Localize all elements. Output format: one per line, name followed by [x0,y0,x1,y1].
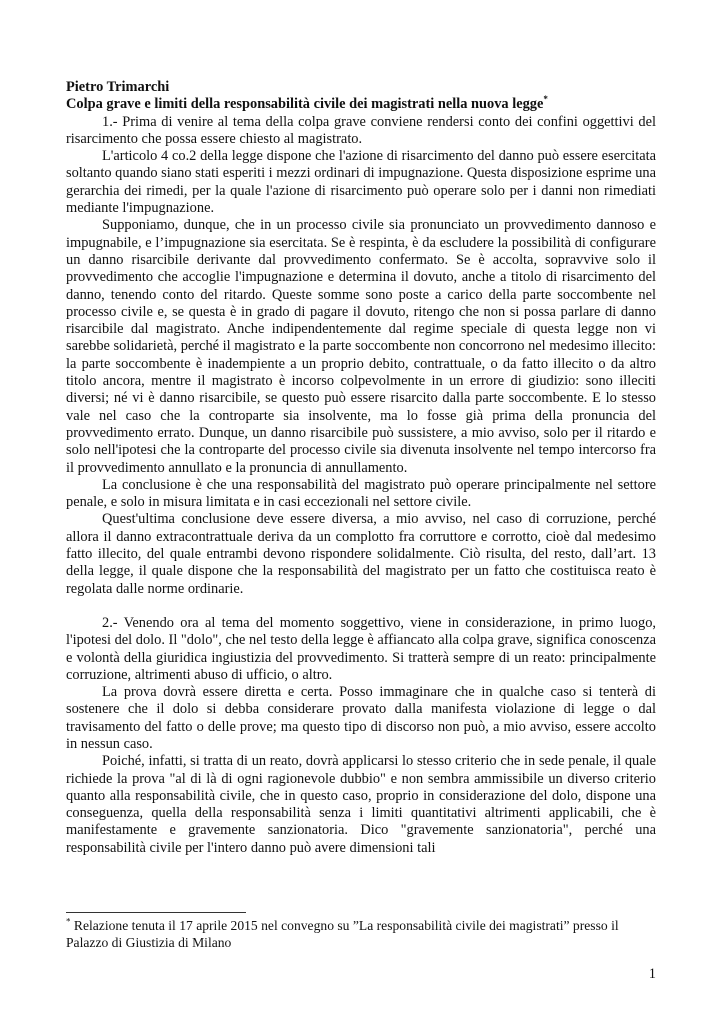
document-body [66,79,656,857]
paragraph-8: Poiché, infatti, si tratta di un reato, dovrà applicarsi lo stesso criterio che in sede penale, il quale richiede la prova "al di là di ogni ragionevole dubbio" e non sembra ammissibile un diverso criterio quanto alla responsabilità civile, che in questo caso, proprio in considerazione del dolo, dispone una conseguenza, quella della responsabilità senza i limiti quantitativi altrimenti applicabili, che è manifestamente e gravemente sanzionatoria. Dico "gravemente sanzionatoria", perché una responsabilità civile per l'intero danno può avere dimensioni tali [66,753,656,856]
author-name: Pietro Trimarchi [66,79,170,95]
document-title-text: Colpa grave e limiti della responsabilità civile dei magistrati nella nuova legge [66,96,544,113]
paragraph-6: 2.- Venendo ora al tema del momento soggettivo, viene in considerazione, in primo luogo, l'ipotesi del dolo. Il "dolo", che nel testo della legge è affiancato alla colpa grave, significa conoscenza e volontà della giuridica ingiustizia del provvedimento. Si tratterà sempre di un reato: principalmente corruzione, altrimenti abuso di ufficio, o altro. [66,614,656,683]
page-number: 1 [648,966,656,982]
footnote-separator [66,912,246,913]
paragraph-2: L'articolo 4 co.2 della legge dispone che l'azione di risarcimento del danno può essere esercitata soltanto quando siano stati esperiti i mezzi ordinari di impugnazione. Questa disposizione esprime una gerarchia dei rimedi, per la quale l'azione di risarcimento può operare solo per i danni non rimediati mediante l'impugnazione. [66,148,656,217]
footnote-mark: * [66,916,71,927]
paragraph-1: 1.- Prima di venire al tema della colpa grave conviene rendersi conto dei confini oggettivi del risarcimento che possa essere chiesto al magistrato. [66,113,656,147]
footnote-text: Relazione tenuta il 17 aprile 2015 nel convegno su ”La responsabilità civile dei magistrati” presso il Palazzo di Giustizia di Milano [66,918,619,950]
paragraph-4: La conclusione è che una responsabilità del magistrato può operare principalmente nel settore penale, e solo in misura limitata e in casi eccezionali nel settore civile. [66,476,656,511]
section-spacer [66,598,656,615]
document-title [66,96,656,113]
paragraph-3: Supponiamo, dunque, che in un processo civile sia pronunciato un provvedimento dannoso e impugnabile, e l’impugnazione sia esercitata. Se è respinta, è da escludere la possibilità di configurare un danno risarcibile derivante dal provvedimento confermato. Se è accolta, sopravvive solo il provvedimento che accoglie l'impugnazione e determina il dovuto, anche a titolo di risarcimento del danno, tenendo conto del ritardo. Queste somme sono poste a carico della parte soccombente nel processo civile e, se questa è in grado di pagare il dovuto, ritengo che non si possa parlare di danno risarcibile dal magistrato. Anche indipendentemente dal regime speciale di questa legge non vi sarebbe solidarietà, perché il magistrato e la parte soccombente non concorrono nel medesimo illecito: la parte soccombente è inadempiente a un proprio debito, contrattuale, o da fatto illecito o da altro titolo ancora, mentre il magistrato è incorso colpevolmente in un errore di giudizio: sono illeciti diversi; né vi è danno risarcibile, se questo può essere risarcito dalla parte soccombente. E lo stesso vale nel caso che la controparte sia insolvente, ma lo fosse già prima della pronuncia del provvedimento errato. Dunque, un danno risarcibile può sussistere, a mio avviso, solo per il ritardo e solo nell'ipotesi che la controparte del processo civile sia divenuta insolvente nel tempo intercorso fra il provvedimento annullato e la pronuncia di annullamento. [66,217,656,476]
paragraph-7: La prova dovrà essere diretta e certa. Posso immaginare che in qualche caso si tenterà di sostenere che il dolo si debba considerare provato dalla manifesta violazione di legge o dal travisamento del fatto o delle prove; ma questo tipo di discorso non può, a mio avviso, essere accolto in nessun caso. [66,684,656,752]
footnote [66,917,656,951]
paragraph-5: Quest'ultima conclusione deve essere diversa, a mio avviso, nel caso di corruzione, perché allora il danno extracontrattuale deriva da un complotto fra corruttore e corrotto, cioè dal medesimo fatto illecito, del quale entrambi devono rispondere solidalmente. Ciò risulta, del resto, dall’art. 13 della legge, il quale dispone che la responsabilità del magistrato per un fatto che costituisca reato è regolata dalle norme ordinarie. [66,511,656,597]
footnote-reference: * [543,94,548,105]
